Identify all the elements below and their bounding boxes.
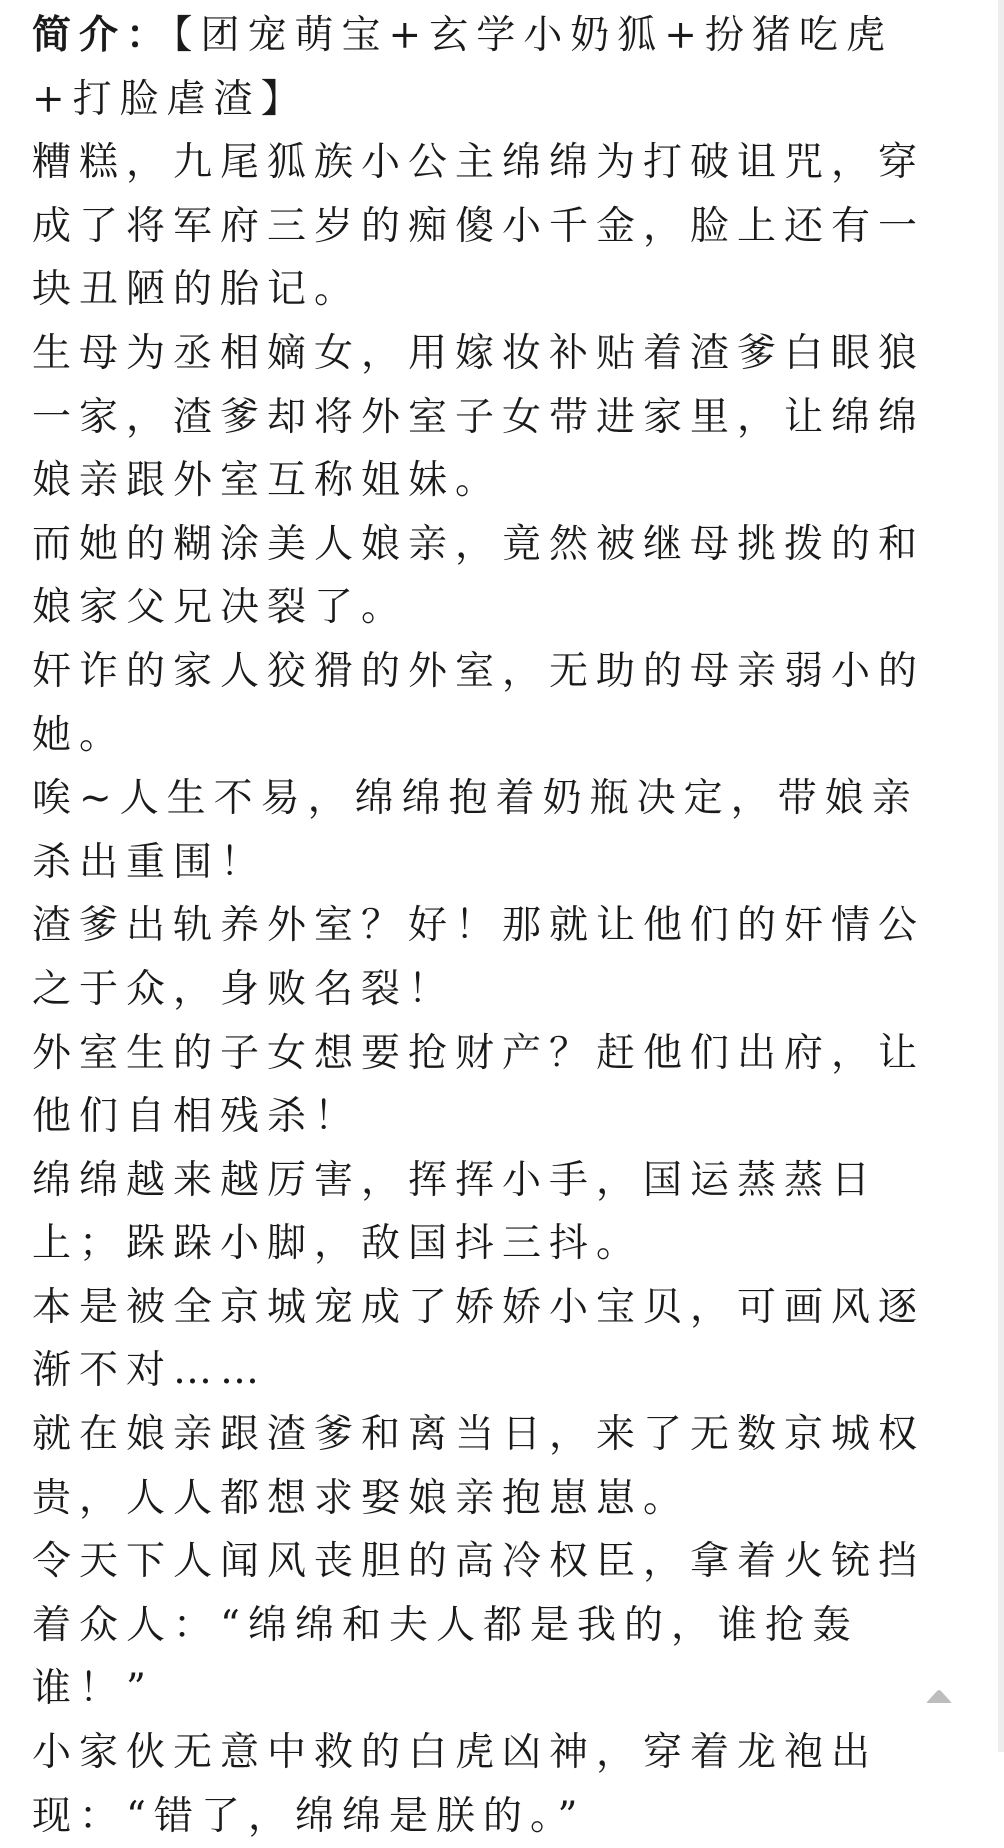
paragraph: 唉~人生不易，绵绵抱着奶瓶决定，带娘亲杀出重围！ (32, 776, 919, 885)
paragraph: 糟糕，九尾狐族小公主绵绵为打破诅咒，穿成了将军府三岁的痴傻小千金，脸上还有一块丑陋的胎记。 (32, 140, 926, 313)
paragraph: 生母为丞相嫡女，用嫁妆补贴着渣爹白眼狼一家，渣爹却将外室子女带进家里，让绵绵娘亲跟外室互称姐妹。 (32, 330, 926, 504)
paragraph: 渣爹出轨养外室？好！那就让他们的奸情公之于众，身败名裂！ (32, 903, 926, 1012)
paragraph: 令天下人闻风丧胆的高冷权臣，拿着火铳挡着众人：“绵绵和夫人都是我的，谁抢轰谁！” (32, 1539, 926, 1712)
paragraph: 外室生的子女想要抢财产？赶他们出府，让他们自相残杀！ (32, 1030, 926, 1140)
paragraph: 就在娘亲跟渣爹和离当日，来了无数京城权贵，人人都想求娶娘亲抱崽崽。 (32, 1412, 926, 1521)
chevron-up-icon (925, 1688, 953, 1704)
intro-paragraph (32, 4, 937, 131)
synopsis-content (32, 4, 937, 1848)
paragraph: 而她的糊涂美人娘亲，竟然被继母挑拨的和娘家父兄决裂了。 (32, 521, 926, 631)
paragraph: 奸诈的家人狡猾的外室，无助的母亲弱小的她。 (32, 648, 926, 758)
intro-label: 简介： (32, 13, 174, 58)
paragraph: 绵绵越来越厉害，挥挥小手，国运蒸蒸日上；跺跺小脚，敌国抖三抖。 (32, 1157, 879, 1267)
intro-tags: 【团宠萌宝+玄学小奶狐+扮猪吃虎+打脸虐渣】 (32, 13, 893, 122)
scroll-to-top-button[interactable] (925, 1688, 953, 1704)
scrollbar[interactable] (998, 0, 1004, 1752)
paragraph: 本是被全京城宠成了娇娇小宝贝，可画风逐渐不对…… (32, 1284, 926, 1394)
paragraph: 小家伙无意中救的白虎凶神，穿着龙袍出现：“错了，绵绵是朕的。” (32, 1730, 879, 1839)
